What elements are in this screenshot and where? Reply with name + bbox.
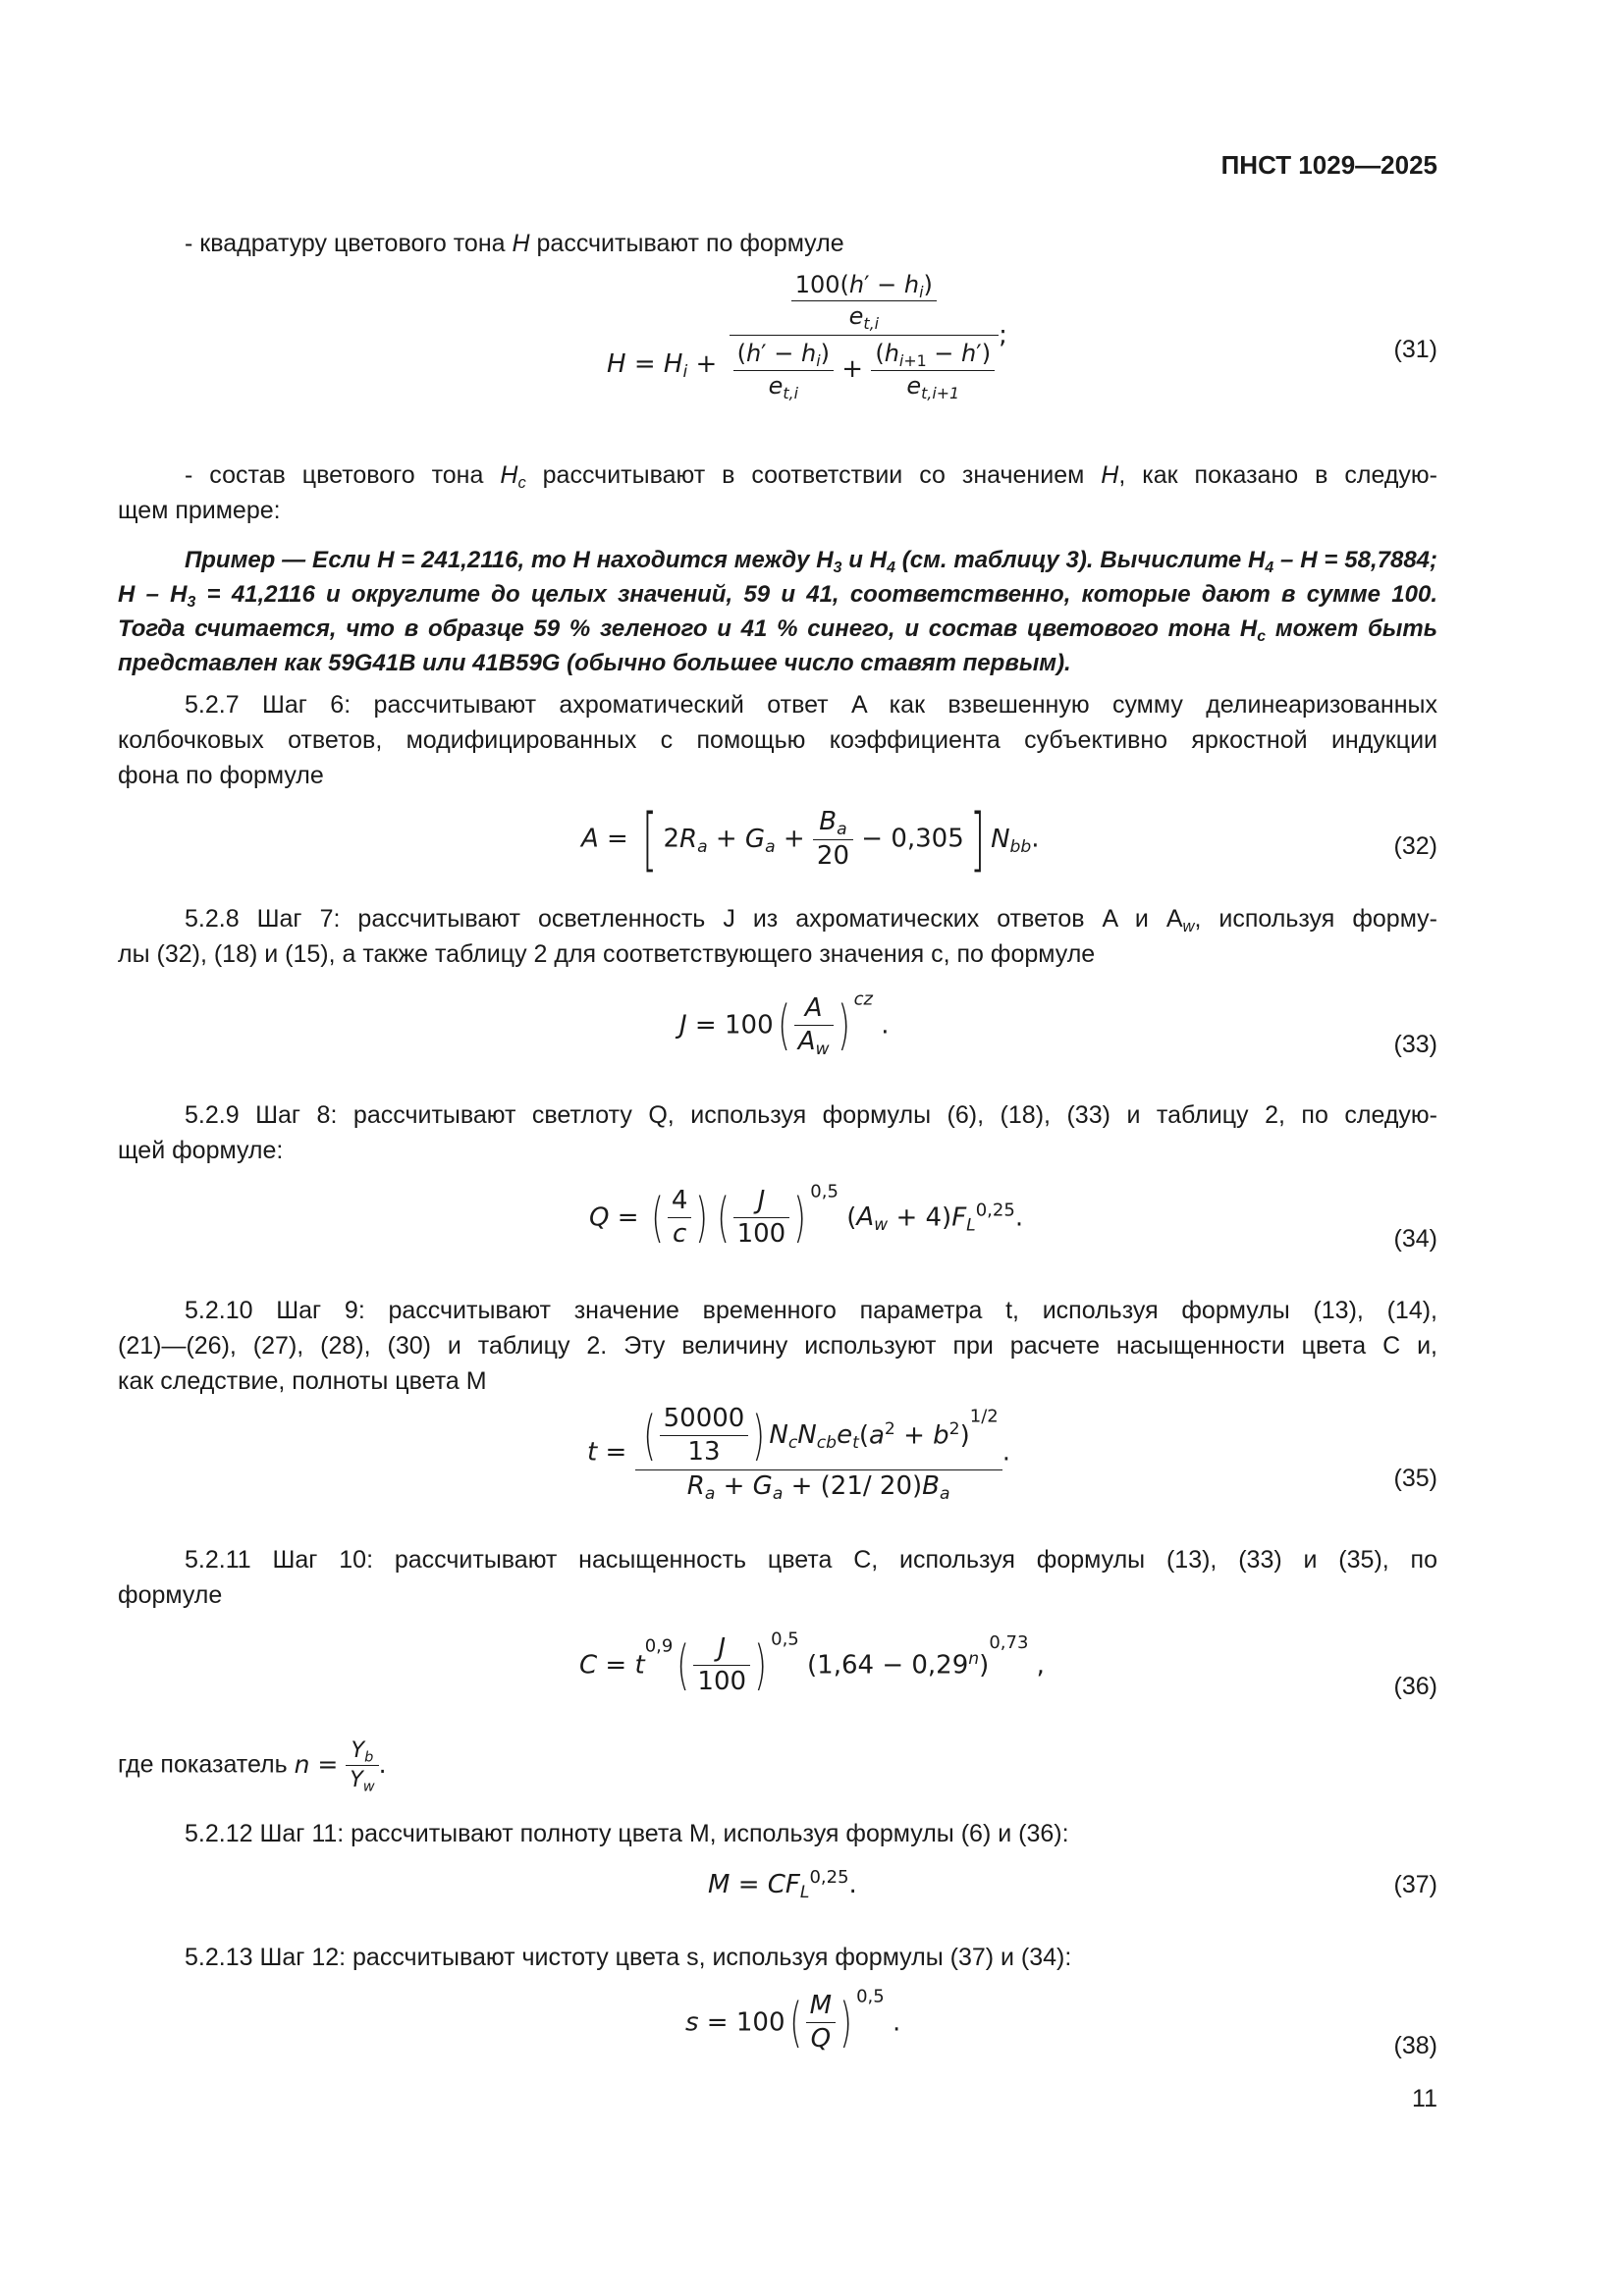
section-5-2-10: 5.2.10 Шаг 9: рассчитывают значение временного параметра t, используя формулы (13), (14), (21)—(26), (27), (28), (30) и таблицу 2. Эту величину используют при расчете насыщенности цвета C и, как следствие, полноты цвета M [118,1297,1437,1395]
equation-36: $C = t^{0,9}$( $\frac{J}{100}$ ) $^{0,5}$ $(1,64 - 0,29^n)^{0,73}$ , (36) [579,1629,1437,1700]
exponent-note: где показатель n = $\frac{Y_b}{Y_w}$ . [118,1738,387,1795]
para-hue-composition: - состав цветового тона $H_c$ рассчитывают в соответствии со значением H, как показано в следую- щем примере: [118,461,1437,524]
para-hue-quadrature: - квадратуру цветового тона H рассчитывают по формуле [185,230,844,257]
equation-33: J = 100( $\frac{A}{A_w}$ ) $^{cz}$ . (33) [679,988,1437,1060]
document-number: ПНСТ 1029—2025 [1220,150,1437,180]
equation-34: Q = ( $\frac{4}{c}$ ) ( $\frac{J}{100}$ ) $^{0,5}$ $(A_w + 4)F_L^{0,25}$. (34) [589,1181,1437,1253]
section-5-2-13: 5.2.13 Шаг 12: рассчитывают чистоту цвета s, используя формулы (37) и (34): [185,1944,1072,1971]
equation-31: $H = H_i$ + $\frac{100(h' - h_i)}{e_{t,i}}$ $\frac{(h' - h_i)}{e_{t,i}}$ + $\frac{(h_{i+1} - h')}{e_{t,i+1}}$ ; (31) [607,271,1437,402]
page-number: 11 [1412,2085,1437,2112]
eq31-body: $H = H_i$ + $\frac{100(h' - h_i)}{e_{t,i}}$ $\frac{(h' - h_i)}{e_{t,i}}$ + $\frac{(h_{i+1} - h')}{e_{t,i+1}}$ ; [607,271,1007,402]
equation-35: t = ( $\frac{50000}{13}$ ) $N_cN_{cb}e_t(a^2 + b^2)^{1/2}$ $R_a + G_a + (21/$ $20)B_a$ . (35) [587,1404,1437,1504]
section-5-2-7: 5.2.7 Шаг 6: рассчитывают ахроматический ответ A как взвешенную сумму делинеаризованных колбочковых ответов, модифицированных с помощью коэффициента субъективно яркостной индукции фона по формуле [118,691,1437,789]
example-block: Пример — Если H = 241,2116, то H находится между $H_3$ и $H_4$ (см. таблицу 3). Вычислите $H_4 - H = 58,7884$; $H - H_3 = 41,2116$ и округлите до целых значений, 59 и 41, соответственно, которые дают в сумме 100. Тогда считается, что в образце 59 % зеленого и 41 % синего, и состав цветового тона $H_c$ может быть представлен как 59G41B или 41B59G (обычно большее число ставят первым). [118,547,1438,676]
section-5-2-12: 5.2.12 Шаг 11: рассчитывают полноту цвета M, используя формулы (6) и (36): [185,1820,1069,1847]
equation-32: A = [ $2R_a + G_a$ + $\frac{B_a}{20}$ − 0,305] $N_{bb}$. (32) [581,799,1437,880]
equation-37: $M = CF_L^{0,25}$. (37) [708,1867,1437,1903]
section-5-2-9: 5.2.9 Шаг 8: рассчитывают светлоту Q, используя формулы (6), (18), (33) и таблицу 2, по следую- щей формуле: [118,1101,1437,1164]
equation-38: s = 100( $\frac{M}{Q}$ ) $^{0,5}$ . (38) [685,1986,1437,2059]
section-5-2-8: 5.2.8 Шаг 7: рассчитывают осветленность J из ахроматических ответов A и $A_w$, используя форму- лы (32), (18) и (15), а также таблицу 2 для соответствующего значения c, по формуле [118,905,1437,968]
section-5-2-11: 5.2.11 Шаг 10: рассчитывают насыщенность цвета C, используя формулы (13), (33) и (35), по формуле [118,1546,1437,1609]
